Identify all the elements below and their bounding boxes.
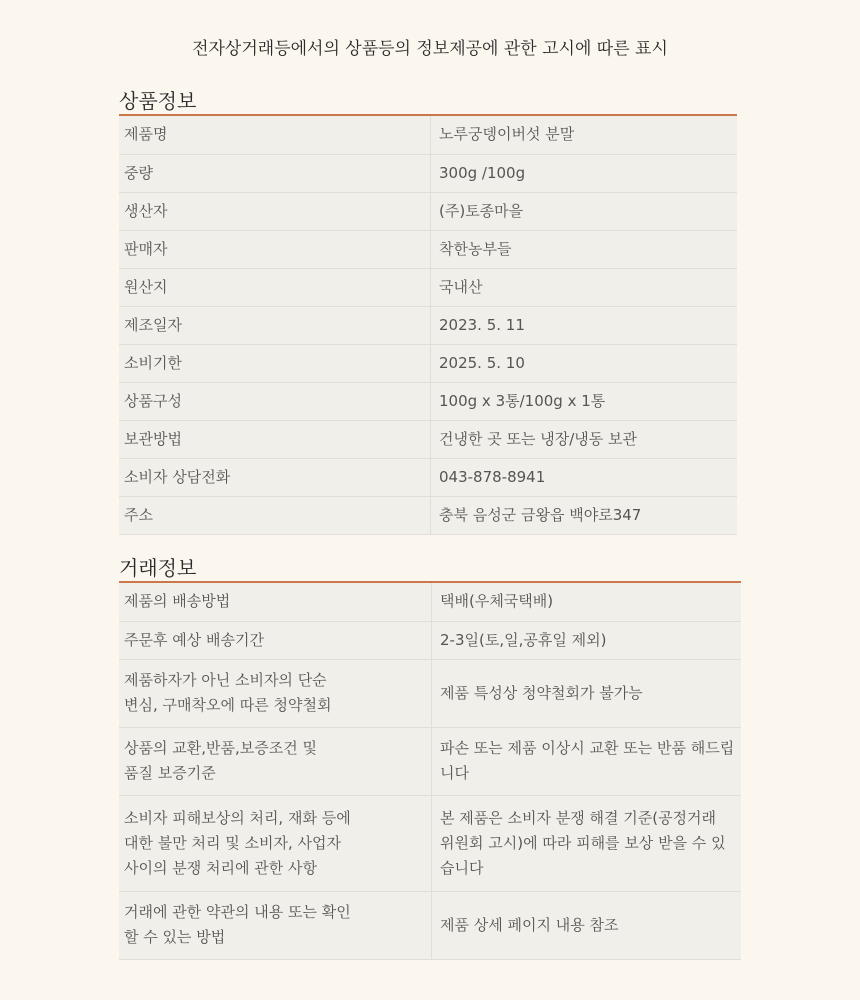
trade-info-section xyxy=(119,555,741,960)
row-label: 주문후 예상 배송기간 xyxy=(119,621,432,659)
row-value: 2025. 5. 10 xyxy=(431,344,738,382)
table-row xyxy=(119,727,741,795)
row-label: 거래에 관한 약관의 내용 또는 확인 할 수 있는 방법 xyxy=(119,891,432,959)
table-row xyxy=(119,891,741,959)
row-label: 주소 xyxy=(119,496,431,534)
table-row xyxy=(119,230,737,268)
row-value: 2-3일(토,일,공휴일 제외) xyxy=(432,621,742,659)
row-label: 판매자 xyxy=(119,230,431,268)
table-row xyxy=(119,621,741,659)
row-value: 제품 상세 페이지 내용 참조 xyxy=(432,891,742,959)
page-title: 전자상거래등에서의 상품등의 정보제공에 관한 고시에 따른 표시 xyxy=(192,39,668,59)
row-value: (주)토종마을 xyxy=(431,192,738,230)
row-label: 소비기한 xyxy=(119,344,431,382)
row-label: 보관방법 xyxy=(119,420,431,458)
row-value: 택배(우체국택배) xyxy=(432,583,742,621)
table-row xyxy=(119,154,737,192)
row-label: 상품구성 xyxy=(119,382,431,420)
table-row xyxy=(119,583,741,621)
row-label: 원산지 xyxy=(119,268,431,306)
row-value: 2023. 5. 11 xyxy=(431,306,738,344)
row-value: 국내산 xyxy=(431,268,738,306)
row-value: 300g /100g xyxy=(431,154,738,192)
product-info-section xyxy=(119,88,737,535)
table-row xyxy=(119,306,737,344)
table-row xyxy=(119,116,737,154)
row-label: 소비자 상담전화 xyxy=(119,458,431,496)
table-row xyxy=(119,382,737,420)
row-label: 제품명 xyxy=(119,116,431,154)
table-row xyxy=(119,496,737,534)
table-row xyxy=(119,268,737,306)
table-row xyxy=(119,420,737,458)
table-row xyxy=(119,795,741,891)
table-row xyxy=(119,458,737,496)
trade-info-table xyxy=(119,583,741,960)
row-value: 제품 특성상 청약철회가 불가능 xyxy=(432,659,742,727)
table-row xyxy=(119,192,737,230)
product-info-title: 상품정보 xyxy=(119,88,737,116)
row-value: 착한농부들 xyxy=(431,230,738,268)
product-info-table xyxy=(119,116,737,535)
row-label: 소비자 피해보상의 처리, 재화 등에 대한 불만 처리 및 소비자, 사업자 사이의 분쟁 처리에 관한 사항 xyxy=(119,795,432,891)
row-label: 제품의 배송방법 xyxy=(119,583,432,621)
row-label: 중량 xyxy=(119,154,431,192)
row-value: 100g x 3통/100g x 1통 xyxy=(431,382,738,420)
table-row xyxy=(119,659,741,727)
row-label: 상품의 교환,반품,보증조건 및 품질 보증기준 xyxy=(119,727,432,795)
row-value: 본 제품은 소비자 분쟁 해결 기준(공정거래 위원회 고시)에 따라 피해를 보상 받을 수 있 습니다 xyxy=(432,795,742,891)
row-value: 건냉한 곳 또는 냉장/냉동 보관 xyxy=(431,420,738,458)
row-value: 파손 또는 제품 이상시 교환 또는 반품 해드립 니다 xyxy=(432,727,742,795)
table-row xyxy=(119,344,737,382)
row-label: 생산자 xyxy=(119,192,431,230)
row-value: 043-878-8941 xyxy=(431,458,738,496)
row-label: 제품하자가 아닌 소비자의 단순 변심, 구매착오에 따른 청약철회 xyxy=(119,659,432,727)
row-value: 충북 음성군 금왕읍 백야로347 xyxy=(431,496,738,534)
row-label: 제조일자 xyxy=(119,306,431,344)
row-value: 노루궁뎅이버섯 분말 xyxy=(431,116,738,154)
trade-info-title: 거래정보 xyxy=(119,555,741,583)
